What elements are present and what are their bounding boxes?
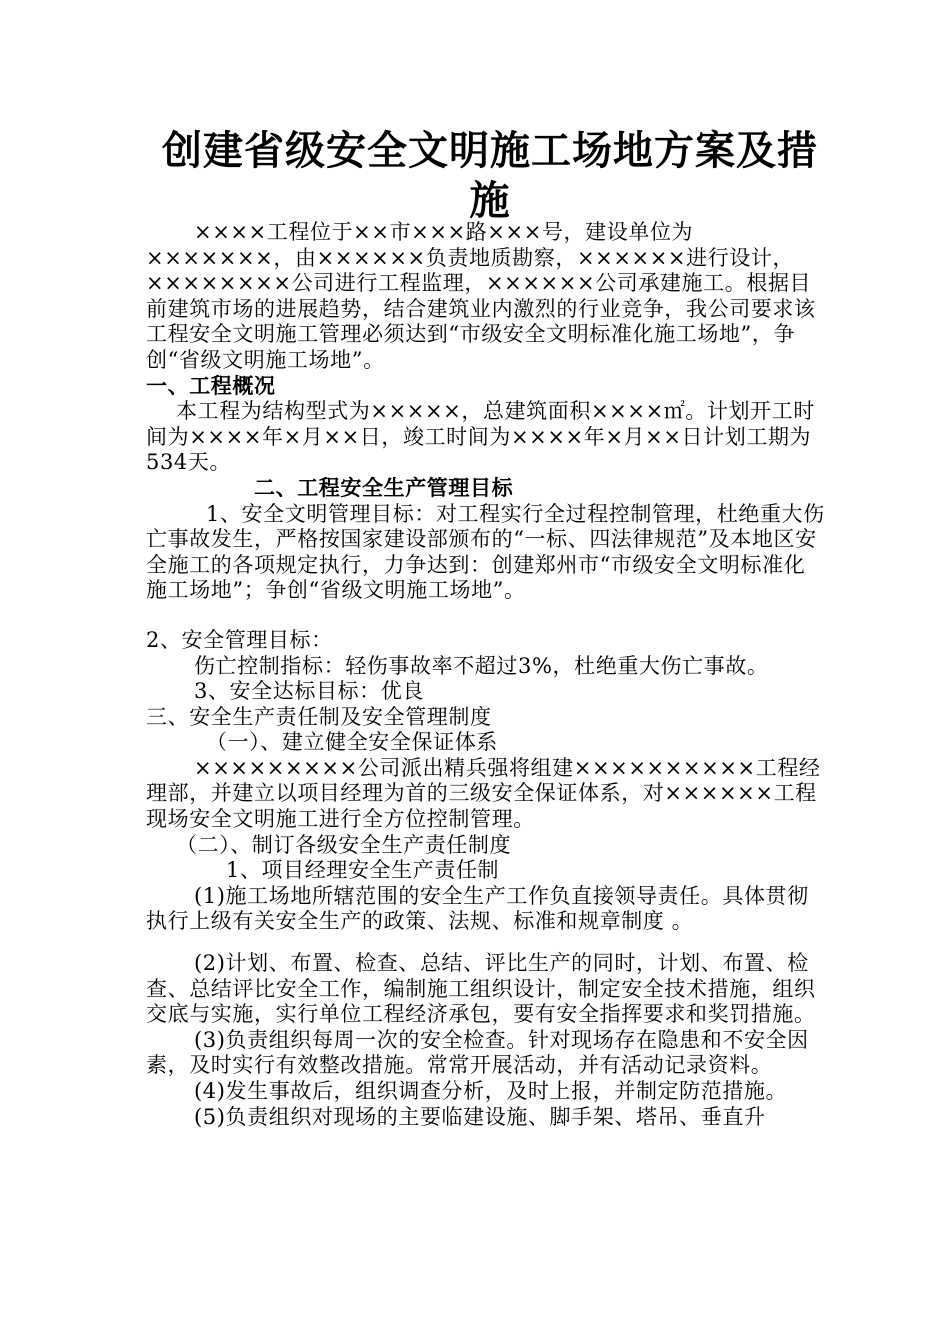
injury-paragraph: 伤亡控制指标：轻伤事故率不超过3%，杜绝重大伤亡事故。 [194, 653, 769, 678]
goal1-paragraph: 1、安全文明管理目标：对工程实行全过程控制管理，杜绝重大伤亡事故发生，严格按国家建设部颁布的“一标、四法律规范”及本地区安全施工的各项规定执行，力争达到：创建郑州市“市级安全文明标准化施工场地”；争创“省级文明施工场地”。 [146, 501, 825, 603]
item1-paragraph: (1)施工场地所辖范围的安全生产工作负直接领导责任。具体贯彻执行上级有关安全生产的政策、法规、标准和规章制度 。 [146, 883, 809, 934]
document-body [146, 220, 826, 1130]
subheading-duties: （二）、制订各级安全生产责任制度 [176, 832, 512, 857]
item5-paragraph: (5)负责组织对现场的主要临建设施、脚手架、塔吊、垂直升 [194, 1104, 766, 1129]
item4-paragraph: (4)发生事故后，组织调查分析，及时上报，并制定防范措施。 [194, 1079, 788, 1103]
subheading-system: （一）、建立健全安全保证体系 [206, 730, 498, 755]
document-title: 创建省级安全文明施工场地方案及措施 [162, 128, 818, 224]
heading-project-overview: 一、工程概况 [146, 373, 276, 398]
item3-paragraph: (3)负责组织每周一次的安全检查。针对现场存在隐患和不安全因素，及时实行有效整改措施。常常开展活动，并有活动记录资料。 [146, 1027, 809, 1078]
goal3-paragraph: 3、安全达标目标：优良 [194, 679, 424, 704]
pm-heading: 1、项目经理安全生产责任制 [226, 858, 500, 883]
spacer [146, 935, 826, 951]
heading-responsibility: 三、安全生产责任制及安全管理制度 [146, 704, 492, 729]
overview-paragraph: 本工程为结构型式为×××××，总建筑面积××××㎡。计划开工时间为××××年×月××日，竣工时间为××××年×月××日计划工期为534天。 [146, 399, 815, 475]
goal2-paragraph: 2、安全管理目标： [146, 627, 333, 652]
system-paragraph: ×××××××××公司派出精兵强将组建××××××××××工程经理部，并建立以项目经理为首的三级安全保证体系，对××××××工程现场安全文明施工进行全方位控制管理。 [146, 755, 821, 832]
item2-paragraph: (2)计划、布置、检查、总结、评比生产的同时，计划、布置、检查、总结评比安全工作，编制施工组织设计，制定安全技术措施，组织交底与实施，实行单位工程经济承包，要有安全指挥要求和奖罚措施。 [146, 951, 816, 1027]
spacer [146, 604, 826, 628]
heading-safety-goals: 二、工程安全生产管理目标 [254, 475, 514, 500]
intro-paragraph: ××××工程位于××市×××路×××号，建设单位为×××××××，由××××××负责地质勘察，××××××进行设计，××××××××公司进行工程监理，××××××公司承建施工。根据目前建筑市场的进展趋势，结合建筑业内激烈的行业竞争，我公司要求该工程安全文明施工管理必须达到“市级安全文明标准化施工场地”，争创“省级文明施工场地”。 [146, 220, 816, 372]
